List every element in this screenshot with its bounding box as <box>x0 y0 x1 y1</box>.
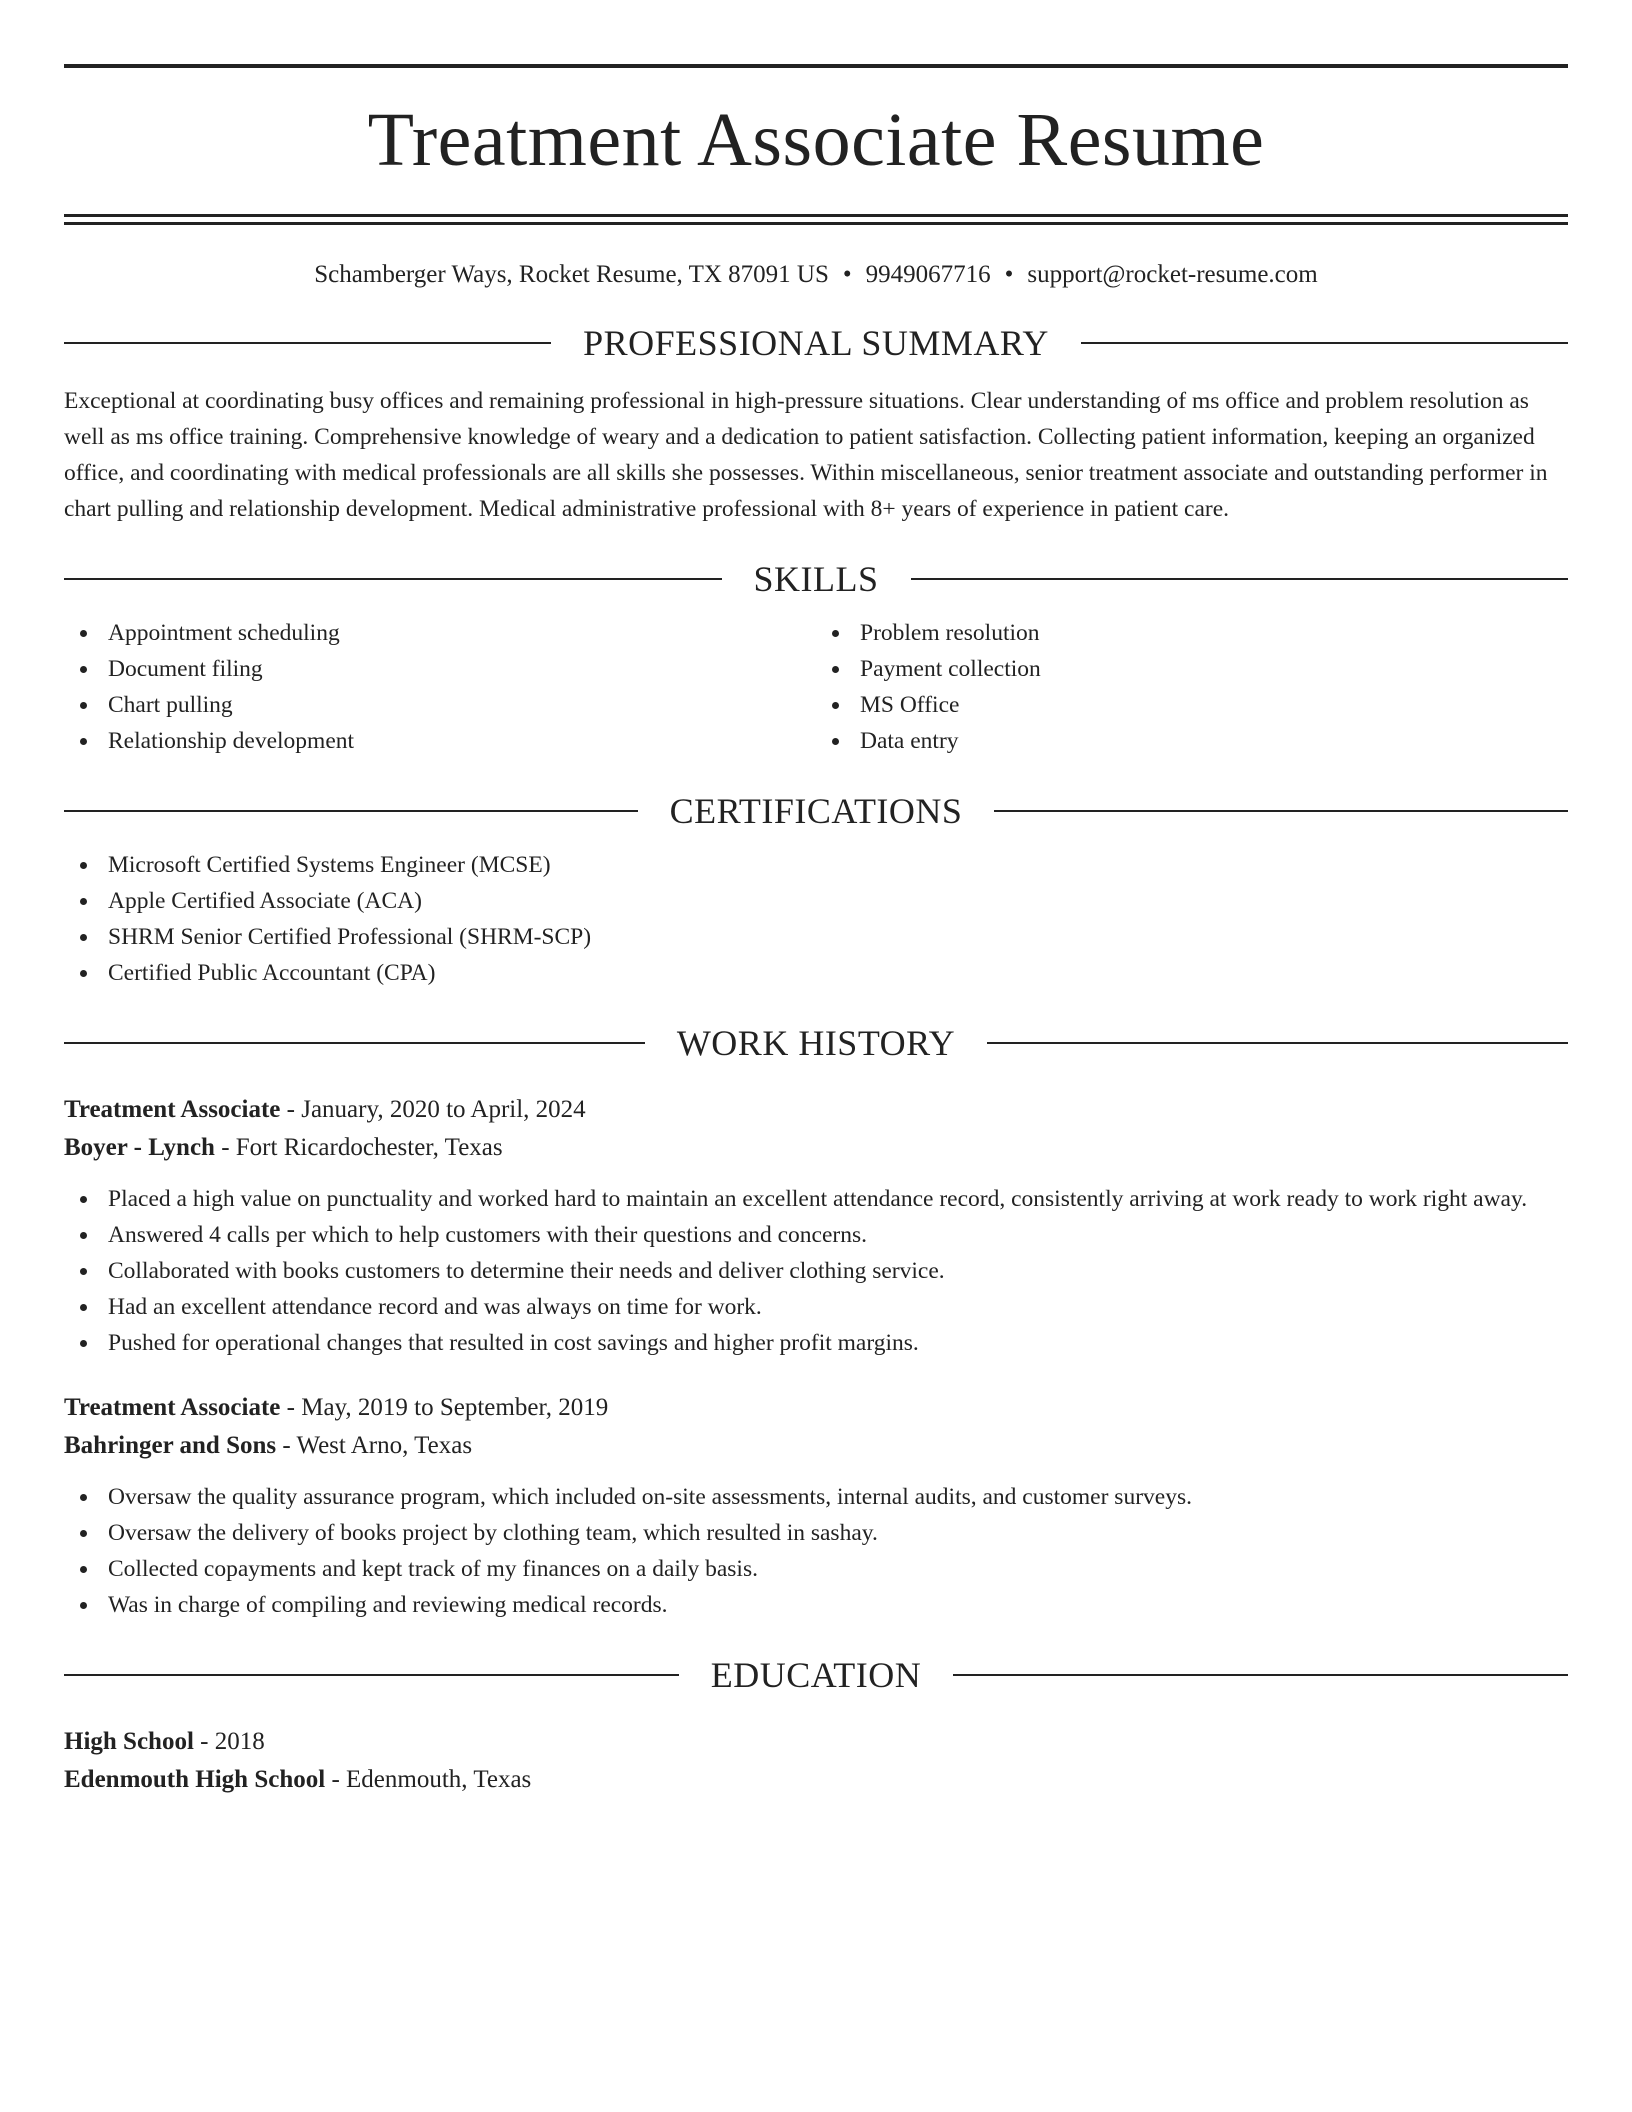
summary-text: Exceptional at coordinating busy offices and remaining professional in high-pressure situations. Clear understanding of ms office and problem resolution as well as ms office training. Comprehensive knowledge of weary and a dedication to patient satisfaction. Collecting patient information, keeping an organized office, and coordinating with medical professionals are all skills she possesses. Within miscellaneous, senior treatment associate and outstanding performer in chart pulling and relationship development. Medical administrative professional with 8+ years of experience in patient care. <box>64 388 1548 522</box>
summary-heading <box>64 315 1568 371</box>
heading-rule-left <box>64 342 551 344</box>
heading-rule-left <box>64 810 638 812</box>
job-title-line <box>64 1389 1568 1427</box>
contact-address: Schamberger Ways, Rocket Resume, TX 87091 US <box>314 261 829 288</box>
skills-columns <box>64 615 1568 759</box>
skills-heading <box>64 551 1568 607</box>
contact-separator: • <box>1004 261 1014 288</box>
education-degree-line <box>64 1723 1568 1761</box>
job-title-line <box>64 1091 1568 1129</box>
education-school: Edenmouth High School <box>64 1766 326 1793</box>
heading-rule-right <box>994 810 1568 812</box>
heading-rule-right <box>987 1042 1568 1044</box>
job-title: Treatment Associate <box>64 1394 281 1421</box>
skill-item: Problem resolution <box>816 615 1568 651</box>
section-title: WORK HISTORY <box>676 1023 956 1063</box>
certification-item: SHRM Senior Certified Professional (SHRM-SCP) <box>64 919 1568 955</box>
heading-rule-left <box>64 578 722 580</box>
heading-rule-left <box>64 1042 645 1044</box>
job-bullets <box>64 1479 1568 1623</box>
job-entry <box>64 1389 1568 1623</box>
section-title: EDUCATION <box>710 1655 922 1695</box>
job-bullet: Answered 4 calls per which to help customers with their questions and concerns. <box>64 1217 1568 1253</box>
education-heading <box>64 1647 1568 1703</box>
job-bullet: Had an excellent attendance record and was always on time for work. <box>64 1289 1568 1325</box>
education-degree: High School <box>64 1728 194 1755</box>
job-dates: - January, 2020 to April, 2024 <box>286 1096 586 1123</box>
job-bullets <box>64 1181 1568 1361</box>
skill-item: Payment collection <box>816 651 1568 687</box>
certifications-list <box>64 847 1568 991</box>
contact-separator: • <box>842 261 852 288</box>
contact-email: support@rocket-resume.com <box>1027 261 1318 288</box>
job-dates: - May, 2019 to September, 2019 <box>286 1394 609 1421</box>
skill-item: Data entry <box>816 723 1568 759</box>
skill-item: Chart pulling <box>64 687 816 723</box>
work-history-heading <box>64 1015 1568 1071</box>
job-bullet: Was in charge of compiling and reviewing medical records. <box>64 1587 1568 1623</box>
skill-item: Relationship development <box>64 723 816 759</box>
resume-page <box>64 64 1568 1799</box>
job-company: Bahringer and Sons <box>64 1432 277 1459</box>
resume-title: Treatment Associate Resume <box>367 98 1265 182</box>
heading-rule-right <box>1081 342 1568 344</box>
certification-item: Certified Public Accountant (CPA) <box>64 955 1568 991</box>
title-double-rule <box>64 214 1568 225</box>
job-bullet: Collected copayments and kept track of my finances on a daily basis. <box>64 1551 1568 1587</box>
job-company: Boyer - Lynch <box>64 1134 215 1161</box>
contact-line <box>64 259 1568 291</box>
contact-phone: 9949067716 <box>865 261 991 288</box>
job-bullet: Collaborated with books customers to determine their needs and deliver clothing service. <box>64 1253 1568 1289</box>
heading-rule-right <box>953 1674 1568 1676</box>
job-title: Treatment Associate <box>64 1096 281 1123</box>
job-bullet: Pushed for operational changes that resulted in cost savings and higher profit margins. <box>64 1325 1568 1361</box>
education-entry <box>64 1723 1568 1799</box>
certification-item: Apple Certified Associate (ACA) <box>64 883 1568 919</box>
skills-list-right <box>816 615 1568 759</box>
skill-item: Appointment scheduling <box>64 615 816 651</box>
education-school-line <box>64 1761 1568 1799</box>
heading-rule-right <box>911 578 1569 580</box>
job-location: - Fort Ricardochester, Texas <box>221 1134 503 1161</box>
job-bullet: Oversaw the delivery of books project by clothing team, which resulted in sashay. <box>64 1515 1568 1551</box>
skill-item: Document filing <box>64 651 816 687</box>
certifications-heading <box>64 783 1568 839</box>
section-title: PROFESSIONAL SUMMARY <box>583 323 1049 363</box>
job-bullet: Oversaw the quality assurance program, which included on-site assessments, internal audits, and customer surveys. <box>64 1479 1568 1515</box>
education-year: - 2018 <box>200 1728 265 1755</box>
section-title: CERTIFICATIONS <box>669 791 963 831</box>
job-location: - West Arno, Texas <box>282 1432 473 1459</box>
section-title: SKILLS <box>753 559 879 599</box>
job-company-line <box>64 1427 1568 1465</box>
job-entry <box>64 1091 1568 1361</box>
job-company-line <box>64 1129 1568 1167</box>
heading-rule-left <box>64 1674 679 1676</box>
education-location: - Edenmouth, Texas <box>331 1766 532 1793</box>
job-bullet: Placed a high value on punctuality and worked hard to maintain an excellent attendance record, consistently arriving at work ready to work right away. <box>64 1181 1568 1217</box>
certification-item: Microsoft Certified Systems Engineer (MCSE) <box>64 847 1568 883</box>
skill-item: MS Office <box>816 687 1568 723</box>
top-rule <box>64 64 1568 68</box>
skills-list-left <box>64 615 816 759</box>
